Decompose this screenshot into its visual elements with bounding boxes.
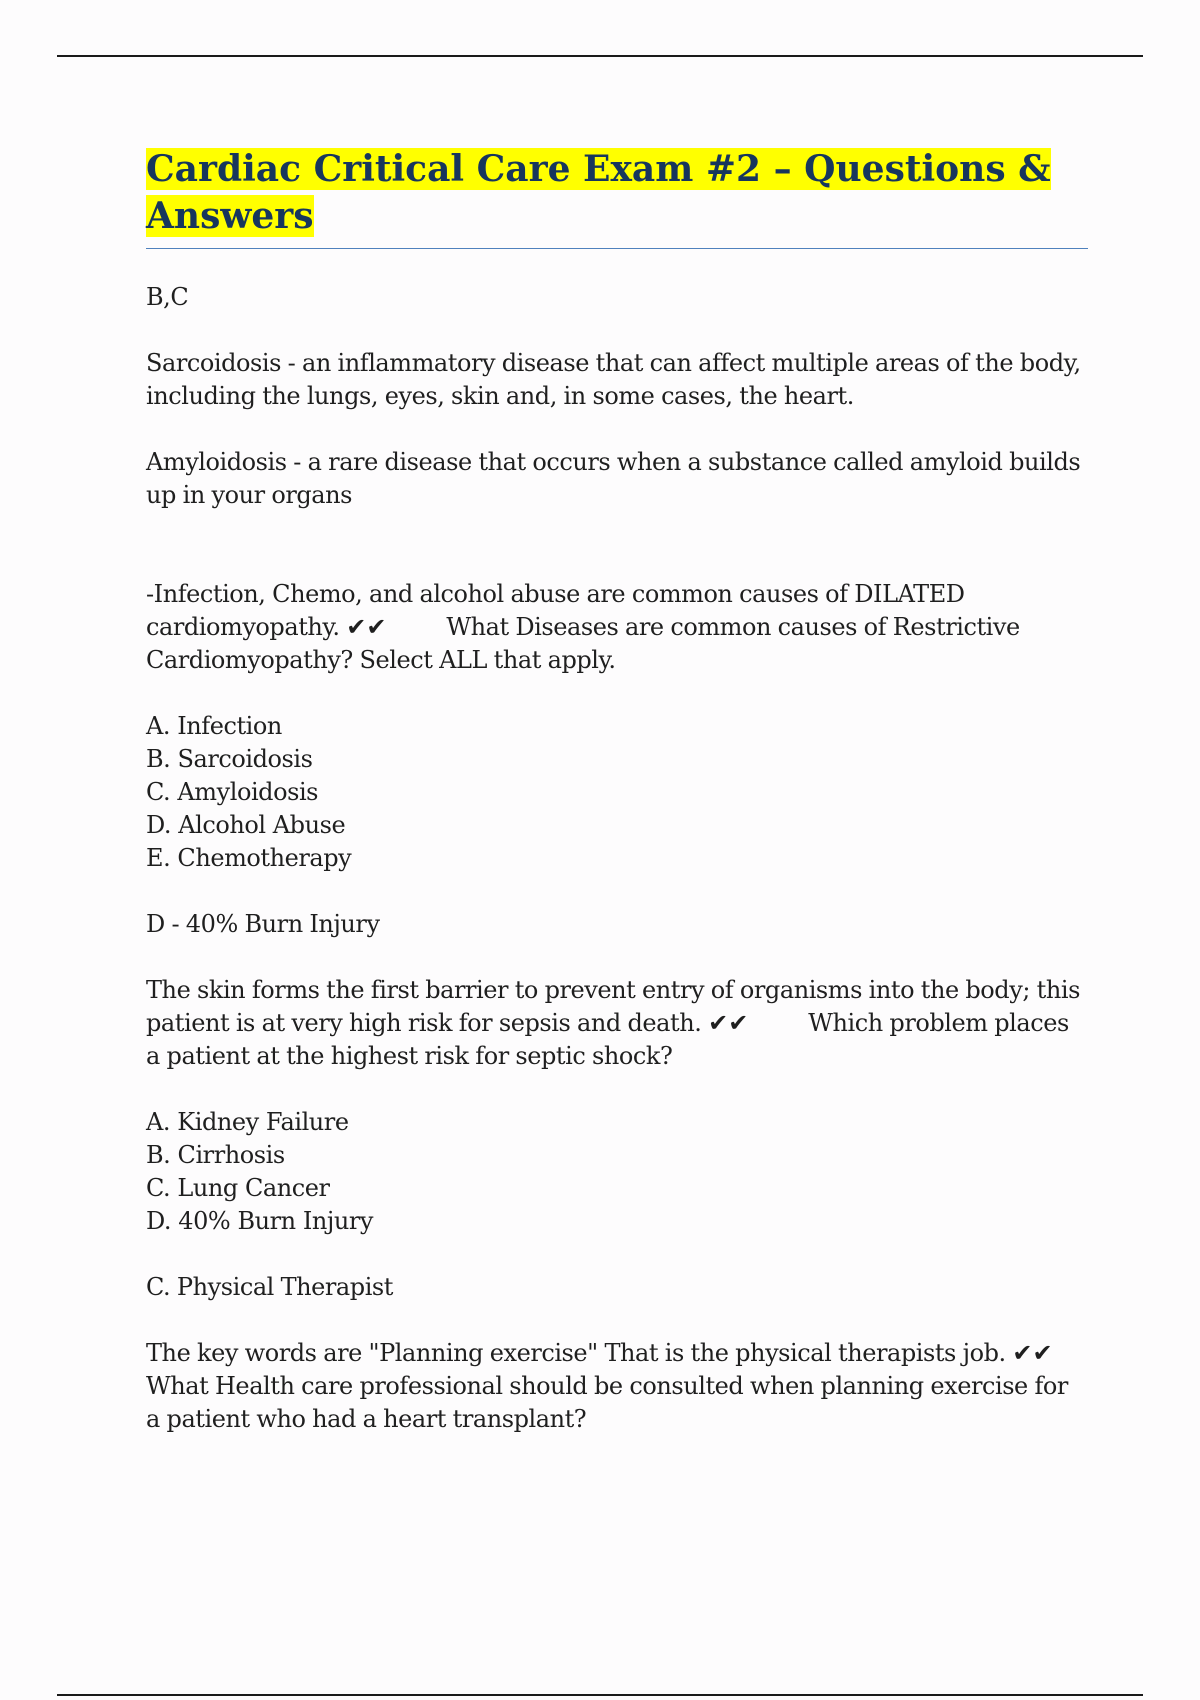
rationale-question-2 [146,974,1088,1073]
document-body [146,146,1088,1436]
rationale-2: The skin forms the first barrier to prevent entry of organisms into the body; this patient is at very high risk for sepsis and death. [146,976,1080,1037]
option-item: A. Kidney Failure [146,1108,349,1136]
check-mark-icon: ✔✔ [346,613,387,641]
option-item: B. Cirrhosis [146,1141,285,1169]
title-underline [146,248,1088,249]
option-item: E. Chemotherapy [146,844,352,872]
check-mark-icon: ✔✔ [1012,1339,1053,1367]
option-item: C. Amyloidosis [146,778,319,806]
title-highlight: Cardiac Critical Care Exam #2 – Questions & Answers [146,148,1051,237]
options-list-1 [146,710,1088,875]
question-3: What Health care professional should be consulted when planning exercise for a patient who had a heart transplant? [146,1372,1068,1433]
answer-1: B,C [146,283,189,311]
option-item: D. 40% Burn Injury [146,1207,374,1235]
question-1: What Diseases are common causes of Restrictive Cardiomyopathy? Select ALL that apply. [146,613,1020,674]
option-item: B. Sarcoidosis [146,745,313,773]
header-rule [57,55,1143,57]
check-mark-icon: ✔✔ [708,1009,749,1037]
option-item: C. Lung Cancer [146,1174,330,1202]
document-title [146,146,1088,248]
answer-2: D - 40% Burn Injury [146,910,380,938]
footer-rule [57,1694,1143,1696]
option-item: A. Infection [146,712,282,740]
options-list-2 [146,1106,1088,1238]
rationale-question-3 [146,1337,1088,1436]
answer-3: C. Physical Therapist [146,1273,393,1301]
rationale-1: -Infection, Chemo, and alcohol abuse are common causes of DILATED cardiomyopathy. [146,580,965,641]
note-sarcoidosis: Sarcoidosis - an inflammatory disease that can affect multiple areas of the body, including the lungs, eyes, skin and, in some cases, the heart. [146,349,1081,410]
question-2: Which problem places a patient at the highest risk for septic shock? [146,1009,1069,1070]
rationale-3: The key words are "Planning exercise" That is the physical therapists job. [146,1339,1006,1367]
rationale-question-1 [146,578,1088,677]
note-amyloidosis: Amyloidosis - a rare disease that occurs when a substance called amyloid builds up in your organs [146,448,1081,509]
option-item: D. Alcohol Abuse [146,811,346,839]
